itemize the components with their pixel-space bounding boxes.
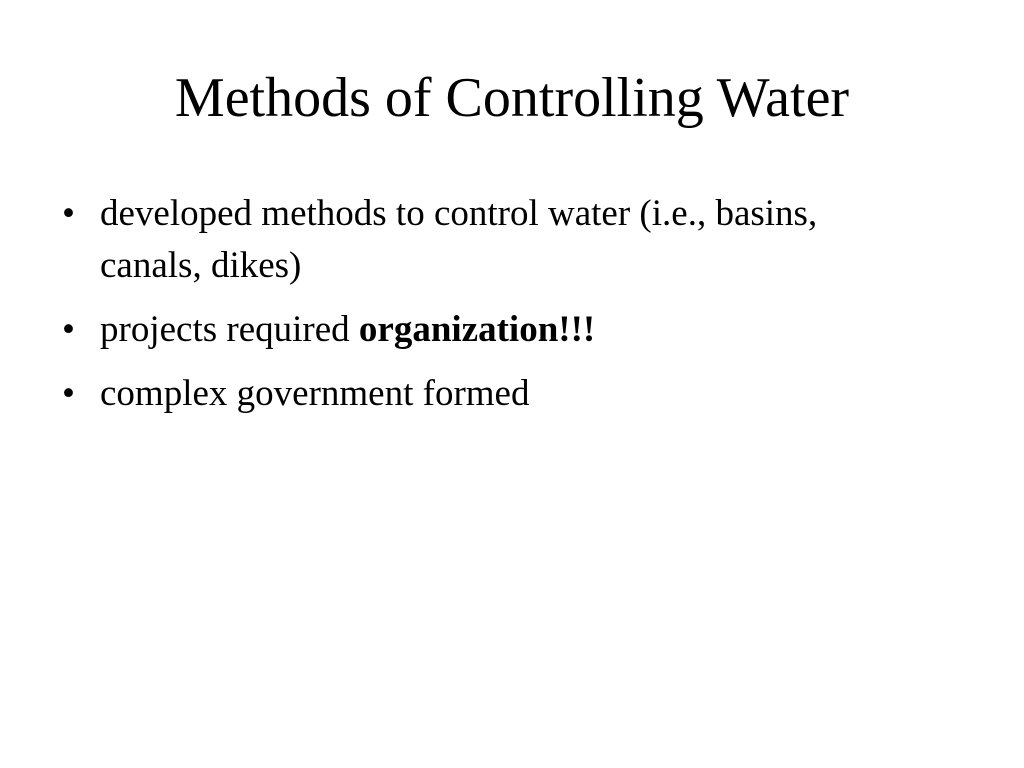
bullet-list (62, 188, 962, 432)
bullet-item-organization (62, 304, 962, 356)
bullet-emphasis-text: organization!!! (358, 309, 596, 350)
bullet-icon: • (62, 193, 75, 234)
bullet-text: complex government formed (100, 373, 530, 414)
bullet-item-government (62, 368, 962, 420)
bullet-item-water-methods (62, 188, 890, 292)
slide-title: Methods of Controlling Water (174, 67, 850, 129)
bullet-text: developed methods to control water (i.e., basins, canals, dikes) (100, 193, 818, 286)
bullet-icon: • (62, 373, 75, 414)
bullet-icon: • (62, 309, 75, 350)
bullet-text: projects required (100, 309, 359, 350)
